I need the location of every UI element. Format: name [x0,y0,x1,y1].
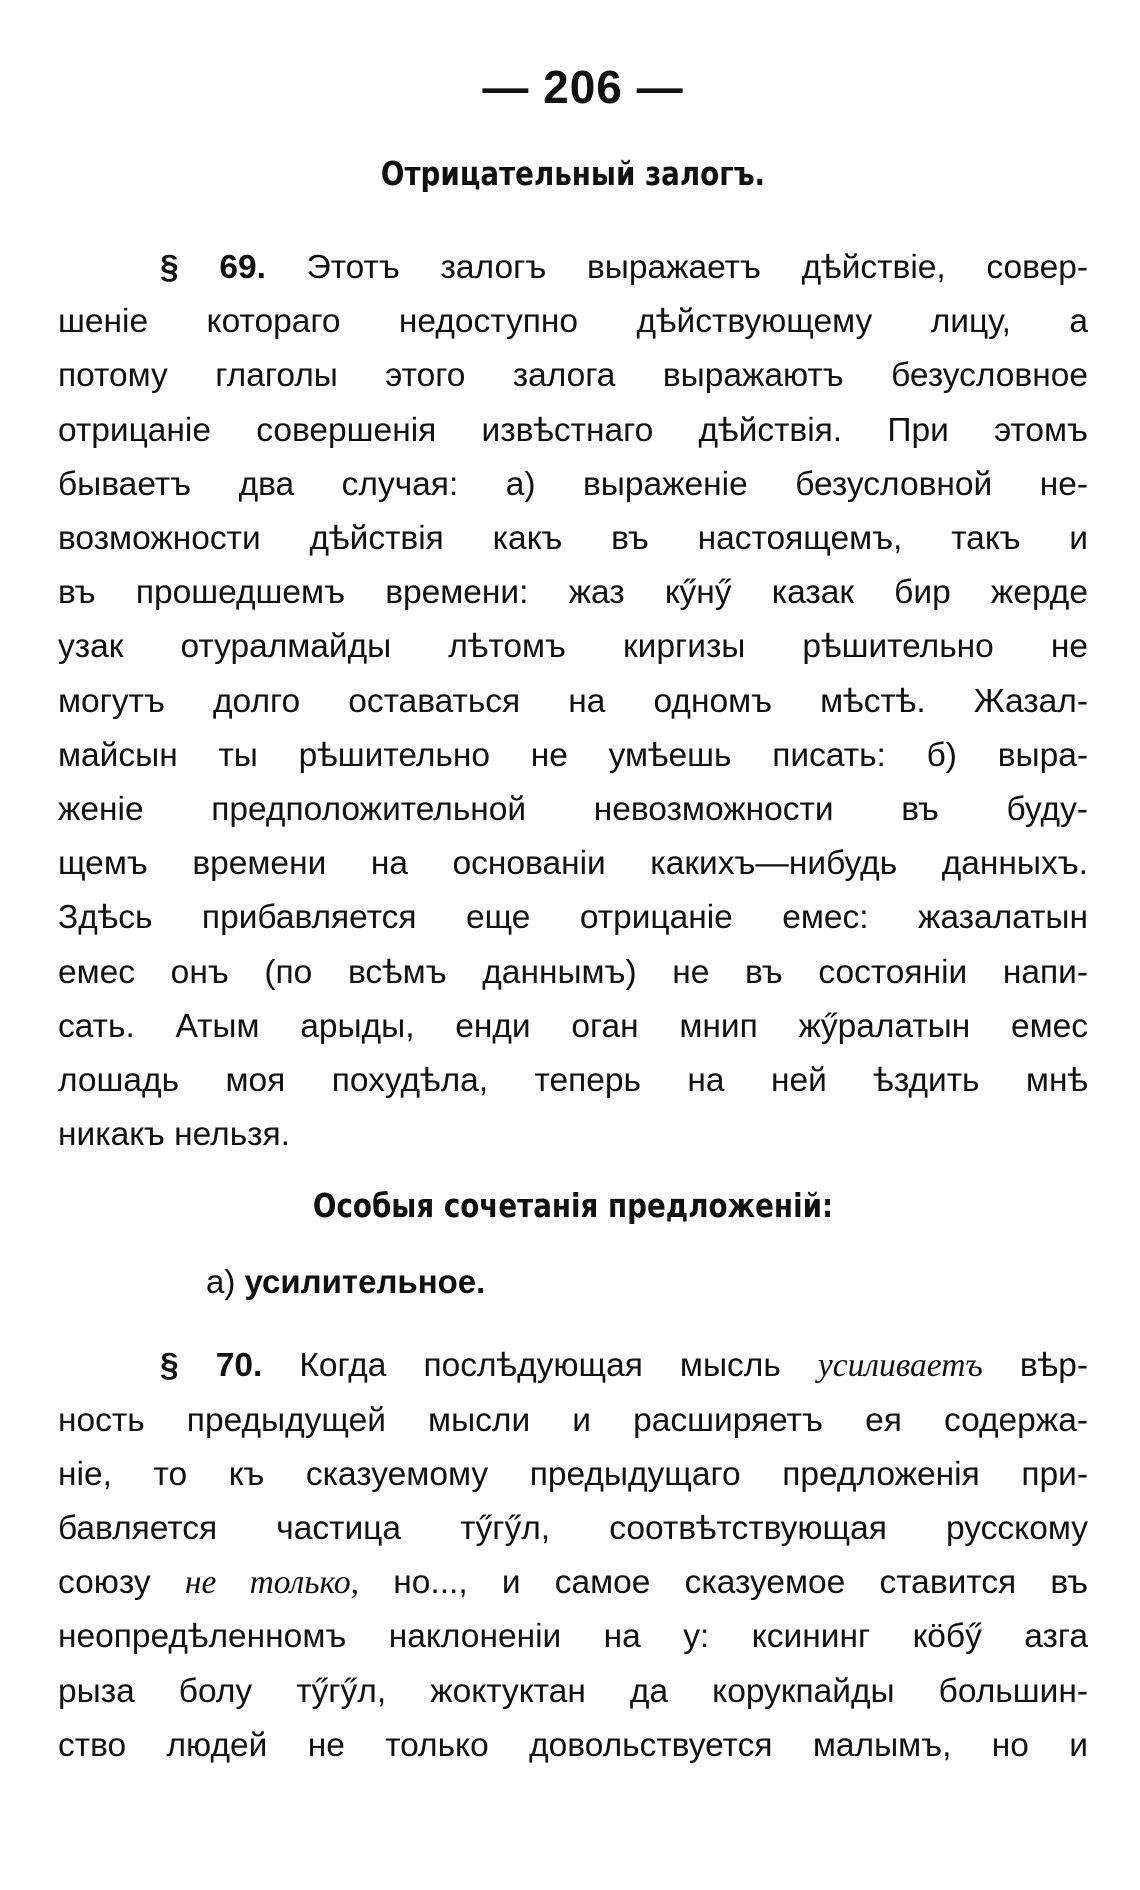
subheading-text: усилительное. [244,1263,486,1301]
paragraph-70-line-2: ность предыдущей мысли и расширяетъ ея содержа- [58,1401,1088,1439]
paragraph-69-line-15: сать. Атым арыды, енди оган мнип жӳралатын емес [58,1007,1088,1045]
section-heading-negative-voice: Отрицательный залогъ. [380,154,766,193]
paragraph-69-line-10: майсын ты рѣшительно не умѣешь писать: б) выра- [58,736,1088,774]
paragraph-70-line-4: бавляется частица тӳгӳл, соотвѣтствующая русскому [58,1510,1088,1548]
paragraph-69-line-11: женіе предположительной невозможности въ буду- [58,791,1088,829]
paragraph-70-line-6: неопредѣленномъ наклоненіи на у: ксининг кӧбӳ азга [58,1618,1088,1656]
paragraph-69-line-3: потому глаголы этого залога выражаютъ безусловное [58,357,1088,395]
paragraph-70-line-8: ство людей не только довольствуется малымъ, но и [58,1726,1088,1764]
paragraph-69-line-7: въ прошедшемъ времени: жаз кӳнӳ казак бир жерде [58,574,1088,612]
paragraph-70-line-7: рыза болу тӳгӳл, жоктуктан да корукпайды большин- [58,1672,1088,1710]
paragraph-69-line-6: возможности дѣйствія какъ въ настоящемъ, такъ и [58,520,1088,558]
paragraph-69-line-1: § 69. Этотъ залогъ выражаетъ дѣйствіе, совер- [160,249,1088,286]
paragraph-70-line-1: § 70. Когда послѣдующая мысль усиливаетъ вѣр- [160,1347,1089,1385]
italic-term-not-only: не только, [184,1564,360,1602]
paragraph-69-line-16: лошадь моя похудѣла, теперь на ней ѣздить мнѣ [58,1062,1088,1100]
page-number: — 206 — [482,61,684,113]
paragraph-70-line-5: союзу не только, но..., и самое сказуемое ставится въ [58,1564,1089,1602]
paragraph-69 [58,241,1088,1162]
section-heading-special-combinations: Особыя сочетанія предложеній: [312,1186,834,1226]
paragraph-69-line-17: никакъ нельзя. [58,1116,290,1154]
paragraph-70 [58,1339,1088,1773]
paragraph-70-line-3: ніе, то къ сказуемому предыдущаго предложенія при- [58,1455,1088,1493]
paragraph-69-line-13: Здѣсь прибавляется еще отрицаніе емес: жазалатын [58,899,1088,937]
italic-term-intensifies: усиливаетъ [817,1347,983,1385]
paragraph-69-line-9: могутъ долго оставаться на одномъ мѣстѣ. Жазал- [58,682,1088,720]
paragraph-69-line-14: емес онъ (по всѣмъ даннымъ) не въ состояніи напи- [58,953,1088,991]
paragraph-69-line-5: бываетъ два случая: а) выраженіе безусловной не- [58,465,1088,503]
paragraph-69-line-2: шеніе котораго недоступно дѣйствующему лицу, а [58,303,1088,341]
paragraph-69-line-12: щемъ времени на основаніи какихъ—нибудь данныхъ. [58,845,1088,883]
paragraph-69-line-4: отрицаніе совершенія извѣстнаго дѣйствія. При этомъ [58,411,1088,449]
section-number-70: § 70. [160,1347,263,1385]
subheading-marker: а) [206,1263,236,1301]
paragraph-69-line-8: узак отуралмайды лѣтомъ киргизы рѣшительно не [58,628,1088,666]
subheading-intensifying [58,1263,1088,1301]
section-number-69: § 69. [160,249,266,286]
book-page [58,60,1088,1773]
